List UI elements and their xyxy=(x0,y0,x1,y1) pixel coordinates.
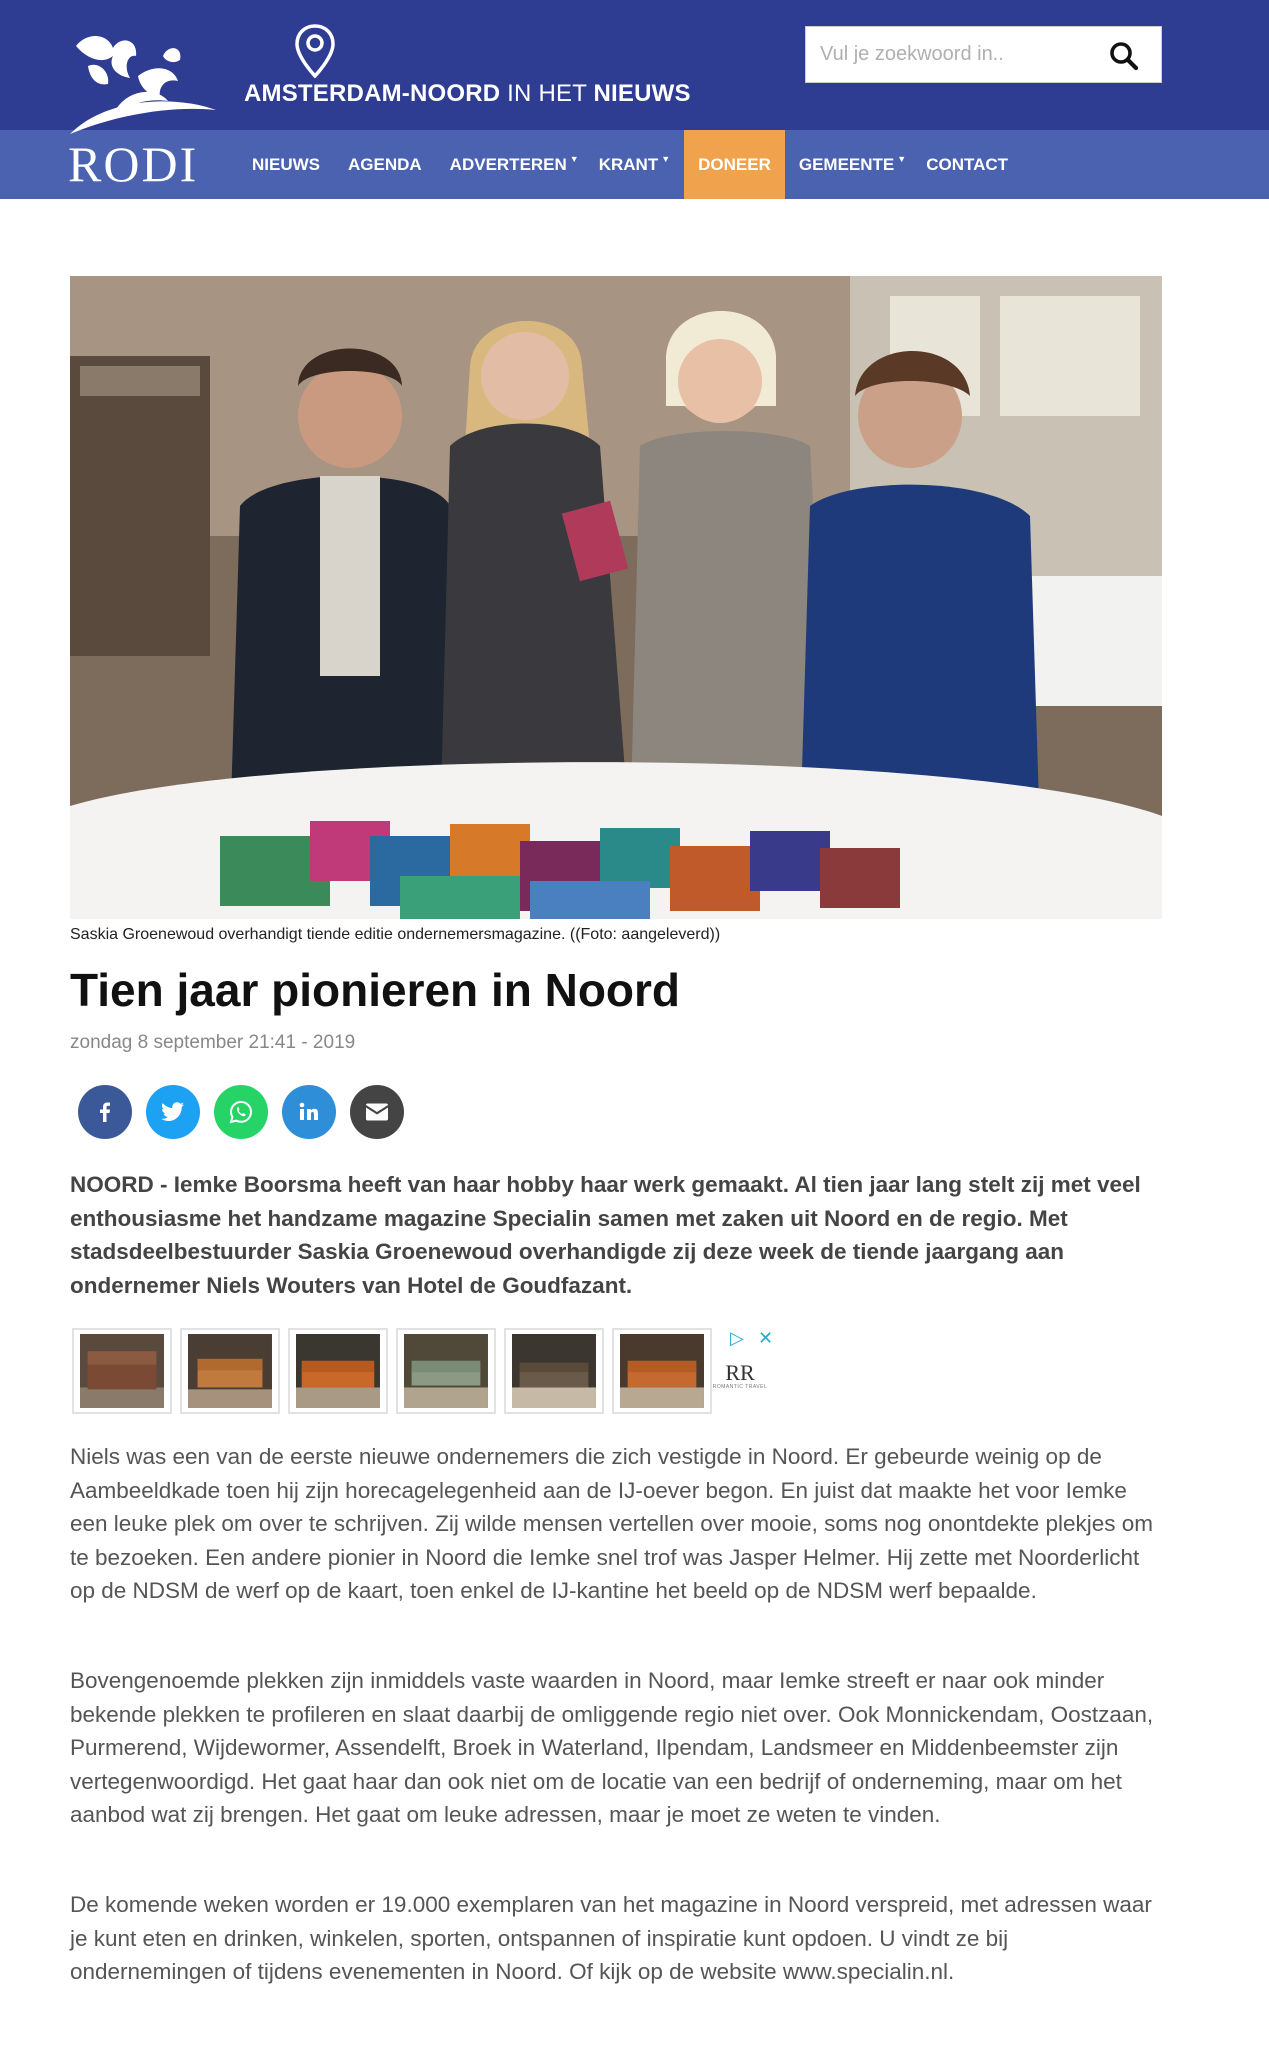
site-title-part3: NIEUWS xyxy=(593,80,691,107)
ad-product-thumb[interactable] xyxy=(180,1328,280,1414)
ad-banner xyxy=(72,1328,782,1416)
share-twitter-button[interactable] xyxy=(146,1085,200,1139)
site-logo[interactable] xyxy=(68,26,228,192)
nav-label: ADVERTEREN xyxy=(449,154,567,174)
email-icon xyxy=(365,1102,389,1122)
ad-product-thumb[interactable] xyxy=(396,1328,496,1414)
nav-label: DONEER xyxy=(698,154,771,174)
article-photo xyxy=(70,276,1162,919)
search-input[interactable] xyxy=(820,27,1090,82)
logo-text: RODI xyxy=(68,136,199,192)
nav-item-gemeente[interactable] xyxy=(785,130,920,199)
whatsapp-icon xyxy=(229,1100,253,1124)
nav-label: NIEUWS xyxy=(252,154,320,174)
main-nav xyxy=(238,130,1022,199)
nav-item-doneer[interactable] xyxy=(684,130,785,199)
nav-item-nieuws[interactable] xyxy=(238,130,334,199)
sofa-illustration xyxy=(404,1334,488,1408)
share-linkedin-button[interactable] xyxy=(282,1085,336,1139)
nav-label: CONTACT xyxy=(926,154,1009,174)
nav-label: AGENDA xyxy=(348,154,422,174)
ad-product-thumb[interactable] xyxy=(612,1328,712,1414)
photo-caption: Saskia Groenewoud overhandigt tiende editie ondernemersmagazine. ((Foto: aangeleverd)) xyxy=(70,926,721,943)
article-paragraph: De komende weken worden er 19.000 exemplaren van het magazine in Noord verspreid, met adressen waar je kunt eten en drinken, winkelen, sporten, ontspannen of inspiratie kunt opdoen. U vindt ze bij ondernemingen of tijdens evenementen in Noord. Of kijk op de website www.specialin.nl. xyxy=(70,1892,1152,1984)
ad-product-thumb[interactable] xyxy=(288,1328,388,1414)
ad-product-thumb[interactable] xyxy=(504,1328,604,1414)
facebook-icon xyxy=(94,1101,116,1123)
sofa-illustration xyxy=(620,1334,704,1408)
logo-graphic-icon xyxy=(68,26,218,136)
search-icon[interactable] xyxy=(1109,41,1139,71)
site-title-part2: IN HET xyxy=(500,80,594,107)
caret-down-icon: ▼ xyxy=(897,153,907,164)
nav-label: GEMEENTE xyxy=(798,154,895,174)
search-box xyxy=(805,26,1162,83)
article-title: Tien jaar pionieren in Noord xyxy=(70,964,681,1016)
article-date: zondag 8 september 21:41 - 2019 xyxy=(70,1032,356,1053)
ad-brand-logo[interactable] xyxy=(712,1362,768,1390)
ad-choices-icon[interactable]: ▷ xyxy=(730,1328,744,1348)
sofa-illustration xyxy=(512,1334,596,1408)
share-buttons xyxy=(78,1085,404,1139)
site-title[interactable] xyxy=(244,80,691,108)
share-whatsapp-button[interactable] xyxy=(214,1085,268,1139)
article-lead: NOORD - Iemke Boorsma heeft van haar hobby haar werk gemaakt. Al tien jaar lang stelt zij met veel enthousiasme het handzame magazine Specialin samen met zaken uit Noord en de regio. Met stadsdeelbestuurder Saskia Groenewoud overhandigde zij deze week de tiende jaargang aan ondernemer Niels Wouters van Hotel de Goudfazant. xyxy=(70,1172,1141,1298)
sofa-illustration xyxy=(296,1334,380,1408)
photo-illustration xyxy=(70,276,1162,919)
ad-brand-subtext: ROMANTIC TRAVEL xyxy=(712,1384,768,1390)
ad-brand-text: RR xyxy=(725,1360,755,1385)
share-facebook-button[interactable] xyxy=(78,1085,132,1139)
nav-item-krant[interactable] xyxy=(593,130,684,199)
share-email-button[interactable] xyxy=(350,1085,404,1139)
location-pin-icon xyxy=(295,24,335,78)
nav-item-contact[interactable] xyxy=(920,130,1022,199)
caret-down-icon: ▼ xyxy=(661,153,671,164)
sofa-illustration xyxy=(188,1334,272,1408)
caret-down-icon: ▼ xyxy=(569,153,579,164)
nav-item-adverteren[interactable] xyxy=(436,130,593,199)
sofa-illustration xyxy=(80,1334,164,1408)
linkedin-icon xyxy=(298,1101,320,1123)
nav-label: KRANT xyxy=(598,154,659,174)
ad-close-icon[interactable]: ✕ xyxy=(758,1328,774,1348)
article-paragraph: Niels was een van de eerste nieuwe ondernemers die zich vestigde in Noord. Er gebeurde weinig op de Aambeeldkade toen hij zijn horecagelegenheid aan de IJ-oever begon. En juist dat maakte het voor Iemke een leuke plek om over te schrijven. Zij wilde mensen vertellen over mooie, soms nog onontdekte plekjes om te bezoeken. Een andere pionier in Noord die Iemke snel trof was Jasper Helmer. Hij zette met Noorderlicht op de NDSM de werf op de kaart, toen enkel de IJ-kantine het beeld op de NDSM werf bepaalde. xyxy=(70,1444,1154,1603)
site-title-part1: AMSTERDAM-NOORD xyxy=(244,80,501,107)
twitter-icon xyxy=(161,1101,185,1123)
article-paragraph: Bovengenoemde plekken zijn inmiddels vaste waarden in Noord, maar Iemke streeft er naar ook minder bekende plekken te profileren en slaat daarbij de omliggende regio niet over. Ook Monnickendam, Oostzaan, Purmerend, Wijdewormer, Assendelft, Broek in Waterland, Ilpendam, Landsmeer en Middenbeemster zijn vertegenwoordigd. Het gaat haar dan ook niet om de locatie van een bedrijf of onderneming, maar om het aanbod wat zij brengen. Het gaat om leuke adressen, maar je moet ze weten te vinden. xyxy=(70,1668,1154,1827)
nav-item-agenda[interactable] xyxy=(334,130,436,199)
ad-product-thumb[interactable] xyxy=(72,1328,172,1414)
